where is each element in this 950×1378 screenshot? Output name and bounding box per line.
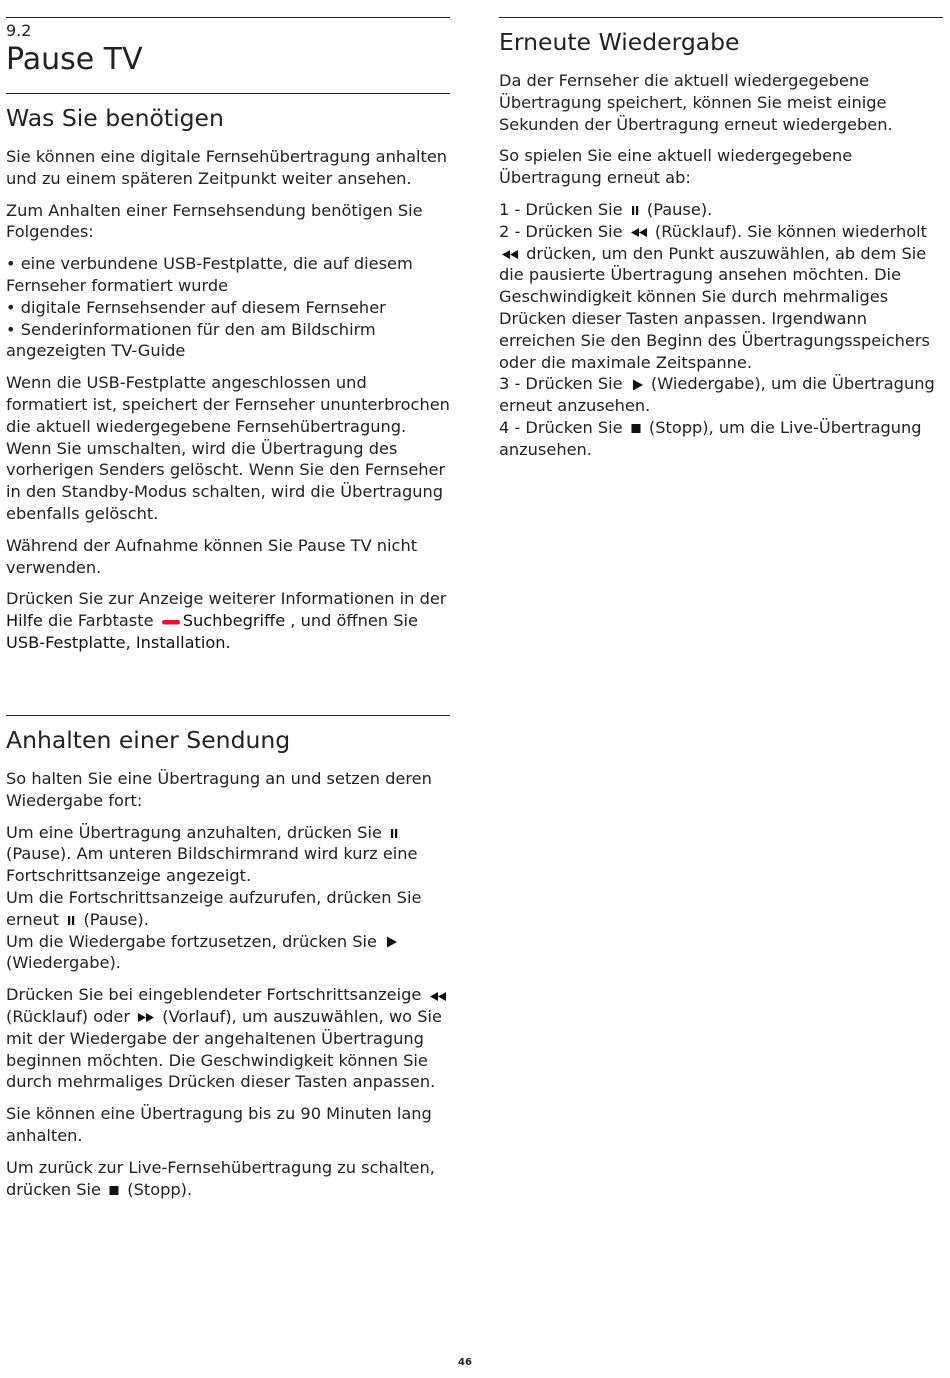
text: die Farbtaste — [42, 611, 159, 631]
top-rule — [6, 17, 450, 18]
section-heading-was-sie-benoetigen: Was Sie benötigen — [6, 104, 224, 132]
text: (Stopp), um die Live-Übertragung anzusehen. — [499, 417, 922, 459]
text: drücken, um den Punkt auszuwählen, ab dem Sie die pausierte Übertragung ansehen möchten. Die Geschwindigkeit können Sie durch mehrmaliges Drücken dieser Tasten anpassen. Irgendwann erreichen Sie den Beginn des Übertragungsspeichers oder die maximale Zeitspanne. — [499, 243, 930, 372]
text: (Pause). — [641, 199, 713, 219]
text: Drücken Sie bei eingeblendeter Fortschrittsanzeige — [6, 985, 427, 1005]
text: Um die Wiedergabe fortzusetzen, drücken Sie — [6, 931, 383, 951]
section-rule — [6, 93, 450, 94]
stop-icon — [108, 1184, 120, 1196]
text: (Stopp). — [122, 1179, 193, 1199]
usb-installation-link[interactable]: USB-Festplatte, Installation — [6, 632, 226, 652]
left-column — [6, 17, 450, 664]
text: (Rücklauf) oder — [6, 1006, 136, 1026]
paragraph: Sie können eine digitale Fernsehübertragung anhalten und zu einem späteren Zeitpunkt weiter ansehen. — [6, 147, 448, 188]
paragraph: So halten Sie eine Übertragung an und setzen deren Wiedergabe fort: — [6, 769, 432, 810]
text: Um zurück zur Live-Fernsehübertragung zu schalten, drücken Sie — [6, 1157, 435, 1199]
text: . — [225, 632, 231, 652]
paragraph-help-reference — [6, 588, 450, 653]
pause-icon — [630, 204, 640, 216]
text: 3 - Drücken Sie — [499, 374, 628, 394]
text: 4 - Drücken Sie — [499, 417, 628, 437]
rewind-icon — [429, 990, 447, 1002]
stop-icon — [630, 422, 642, 434]
rewind-icon — [501, 248, 519, 260]
text: (Vorlauf), um auszuwählen, wo Sie mit der Wiedergabe der angehaltenen Übertragung beginnen möchten. Die Geschwindigkeit können Sie durch mehrmaliges Drücken dieser Tasten anpassen. — [6, 1006, 442, 1092]
text: (Wiedergabe), um die Übertragung erneut anzusehen. — [499, 374, 935, 416]
text: 1 - Drücken Sie — [499, 199, 628, 219]
rewind-icon — [630, 226, 648, 238]
text: (Wiedergabe). — [6, 953, 121, 973]
section-rule — [6, 715, 450, 716]
text: Um die Fortschrittsanzeige aufzurufen, drücken Sie erneut — [6, 887, 422, 929]
pause-icon — [389, 827, 399, 839]
fast-forward-icon — [137, 1011, 155, 1023]
text: Drücken Sie zur Anzeige weiterer Informationen in der — [6, 589, 447, 609]
list-item: • Senderinformationen für den am Bildschirm angezeigten TV-Guide — [6, 319, 376, 361]
paragraph: Während der Aufnahme können Sie Pause TV nicht verwenden. — [6, 535, 418, 577]
paragraph: Da der Fernseher die aktuell wiedergegebene Übertragung speichert, können Sie meist einige Sekunden der Übertragung erneut wiedergeben. — [499, 71, 893, 134]
list-item: • digitale Fernsehsender auf diesem Fernseher — [6, 297, 386, 317]
paragraph: So spielen Sie eine aktuell wiedergegebene Übertragung erneut ab: — [499, 146, 853, 188]
section-anhalten — [6, 715, 450, 1210]
paragraph: Sie können eine Übertragung bis zu 90 Minuten lang anhalten. — [6, 1104, 432, 1145]
text: (Pause). Am unteren Bildschirmrand wird kurz eine Fortschrittsanzeige angezeigt. — [6, 844, 418, 886]
text: Um eine Übertragung anzuhalten, drücken Sie — [6, 822, 388, 842]
step-1 — [499, 199, 943, 221]
paragraph: Wenn die USB-Festplatte angeschlossen und formatiert ist, speichert der Fernseher ununterbrochen die aktuell wiedergegebene Fernsehübertragung. Wenn Sie umschalten, wird die Übertragung des vorherigen Senders gelöscht. Wenn Sie den Fernseher in den Standby-Modus schalten, wird die Übertragung ebenfalls gelöscht. — [6, 373, 450, 523]
text: (Pause). — [78, 909, 149, 929]
section-heading-anhalten: Anhalten einer Sendung — [6, 726, 291, 754]
paragraph-seek-instructions — [6, 984, 450, 1093]
section-rule — [499, 17, 943, 18]
paragraph-stop-instructions — [6, 1157, 450, 1201]
red-color-key-icon — [161, 618, 181, 626]
paragraph: Zum Anhalten einer Fernsehsendung benötigen Sie Folgendes: — [6, 200, 423, 242]
section-number: 9.2 — [6, 21, 32, 40]
chapter-title: Pause TV — [6, 42, 143, 77]
step-4 — [499, 417, 943, 461]
paragraph-pause-instructions — [6, 822, 450, 975]
list-item: • eine verbundene USB-Festplatte, die auf diesem Fernseher formatiert wurde — [6, 254, 413, 295]
requirements-list — [6, 253, 450, 362]
help-link[interactable]: Hilfe — [6, 611, 43, 631]
section-heading-erneute-wiedergabe: Erneute Wiedergabe — [499, 28, 740, 56]
text: (Rücklauf). Sie können wiederholt — [649, 221, 928, 241]
text: 2 - Drücken Sie — [499, 221, 628, 241]
page-number: 46 — [458, 1357, 472, 1368]
right-column — [499, 17, 943, 461]
search-terms-link[interactable]: Suchbegriffe — [182, 611, 286, 631]
step-3 — [499, 373, 943, 417]
pause-icon — [66, 914, 76, 926]
step-2 — [499, 221, 943, 374]
text: , und öffnen Sie — [285, 611, 418, 631]
play-icon — [630, 378, 644, 392]
play-icon — [384, 935, 398, 949]
